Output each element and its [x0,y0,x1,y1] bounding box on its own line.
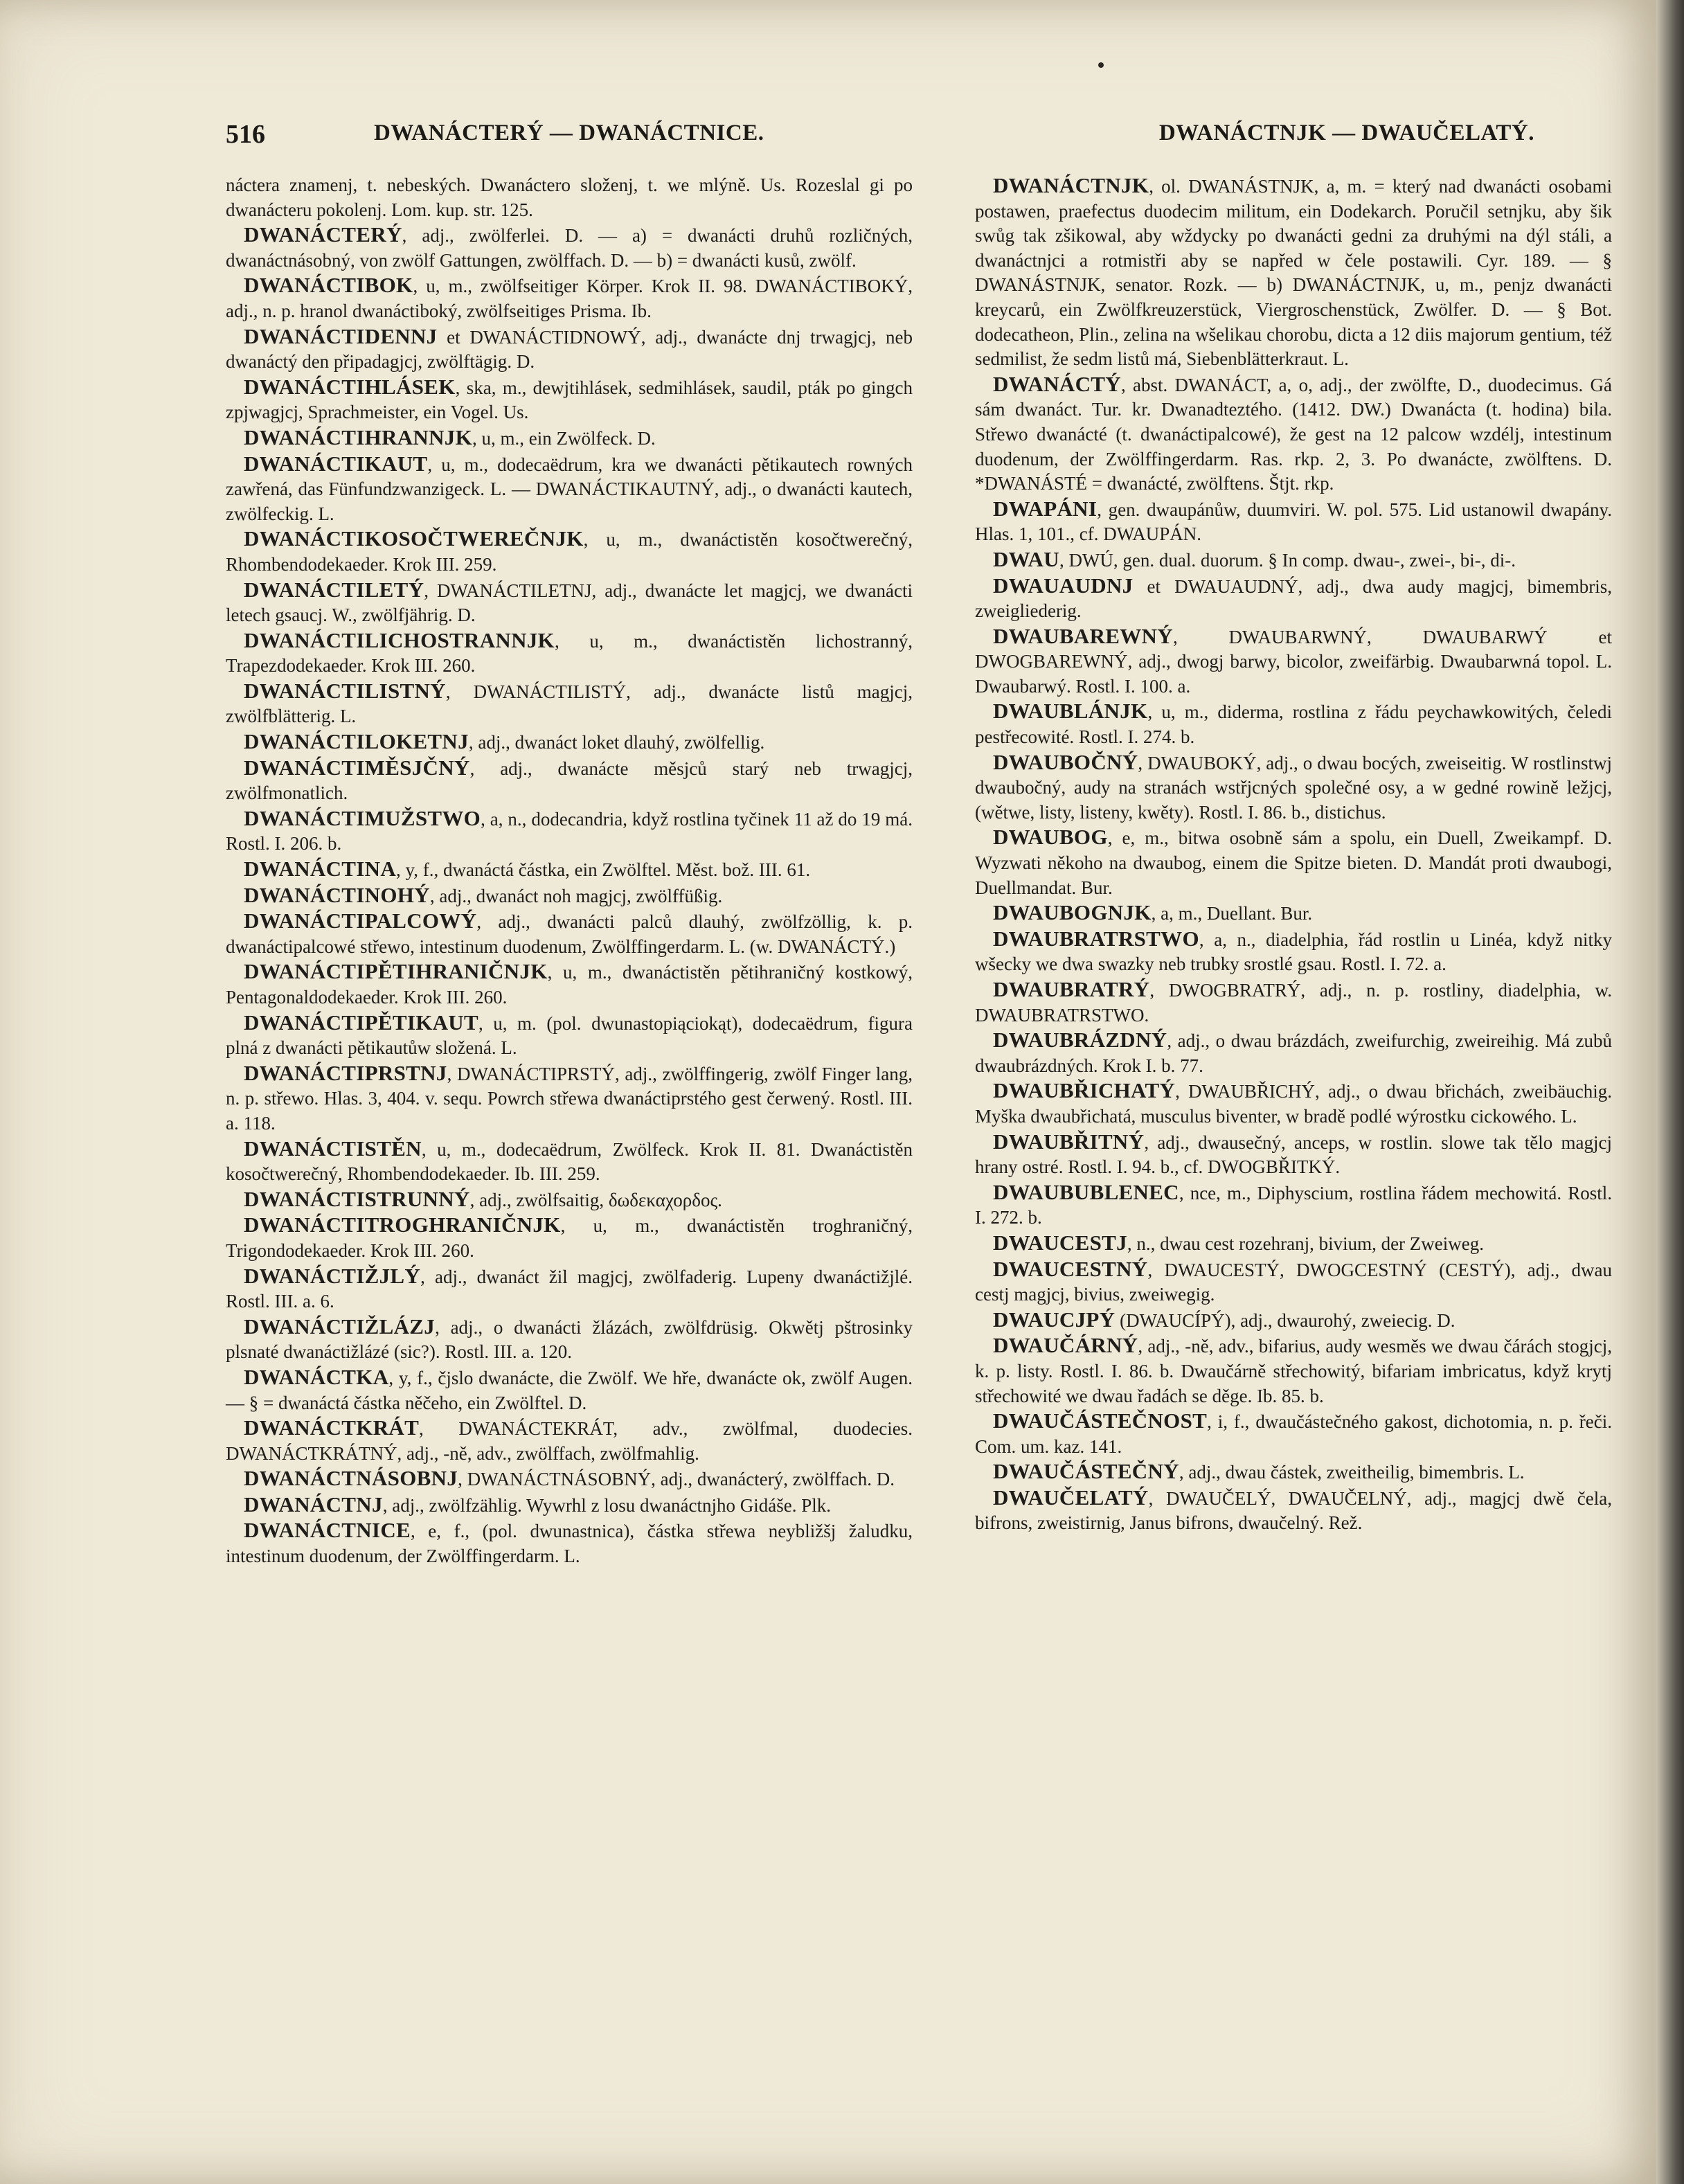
dictionary-entry [975,750,1612,825]
entry-definition: , DWAUČELÝ, DWAUČELNÝ, adj., magjcj dwě čela, bifrons, zweistirnig, Janus bifrons, dwaučelný. Rež. [975,1487,1612,1534]
entry-headword: DWAUBŘICHATÝ [993,1078,1176,1103]
entry-headword: DWAUČÁRNÝ [993,1333,1138,1358]
entry-headword: DWAUBRATRSTWO [993,926,1199,951]
dictionary-entry [226,425,913,451]
entry-headword: DWAUBAREWNÝ [993,623,1173,648]
entry-definition: , DWANÁCTILETNJ, adj., dwanácte let magjcj, we dwanácti letech gsaucj. W., zwölfjährig. D. [226,580,913,626]
dictionary-entry [226,729,913,755]
dictionary-entry [226,451,913,527]
entry-headword: DWANÁCTIPRSTNJ [244,1060,447,1085]
entry-definition: , adj., dwau částek, zweitheilig, bimembris. L. [1179,1462,1525,1483]
entry-headword: DWANÁCTISTĚN [244,1136,422,1161]
entry-definition: , adj., o dwanácti žlázách, zwölfdrüsig. Okwětj pštrosinky plsnaté dwanáctižlázé (sic?). Rostl. III. a. 120. [226,1316,913,1363]
entry-headword: DWAUBOČNÝ [993,749,1138,774]
entry-definition: , abst. DWANÁCT, a, o, adj., der zwölfte, D., duodecimus. Gá sám dwanáct. Tur. kr. Dwanadteztého. (1412. DW.) Dwanácta (t. hodina) bila. Střewo dwanácté (t. dwanáctipalcowé), že gest na 12 palcow wzdélj, intestinum duodenum, der Zwölffingerdarm. Ras. rkp. 2, 3. Po dwanácte, zwölftens. D. *DWANÁSTÉ = dwanácté, zwölftens. Štjt. rkp. [975,374,1612,494]
entry-definition: , u, m., dodecaëdrum, kra we dwanácti pětikautech rowných zawřená, das Fünfundzwanzigeck. L. — DWANÁCTIKAUTNÝ, adj., o dwanácti kautech, zwölfeckig. L. [226,454,913,524]
entry-headword: DWAUCESTJ [993,1230,1127,1255]
entry-definition: , ska, m., dewjtihlásek, sedmihlásek, saudil, pták po gingch zpjwagjcj, Sprachmeister, ein Vogel. Us. [226,377,913,423]
dictionary-entry [975,699,1612,749]
dictionary-entry [226,1466,913,1492]
entry-headword: DWANÁCTIŽJLÝ [244,1263,421,1288]
entry-headword: DWANÁCTILICHOSTRANNJK [244,627,555,652]
dictionary-entry [975,1485,1612,1536]
entry-headword: DWANÁCTNICE [244,1518,411,1543]
entry-headword: DWANÁCTISTRUNNÝ [244,1186,470,1211]
entry-definition: náctera znamenj, t. nebeských. Dwanáctero složenj, t. we mlýně. Us. Rozeslal gi po dwanácteru pokolenj. Lom. kup. str. 125. [226,174,913,220]
entry-headword: DWANÁCTIHRANNJK [244,424,473,449]
entry-headword: DWANÁCTIKOSOČTWEREČNJK [244,526,584,551]
right-column [975,173,1612,1536]
entry-definition: , a, n., dodecandria, když rostlina tyčinek 11 až do 19 má. Rostl. I. 206. b. [226,808,913,854]
dictionary-entry [226,628,913,679]
dictionary-entry [975,900,1612,927]
page-edge [1656,0,1684,2184]
entry-definition: , u, m., dwanáctistěn lichostranný, Trapezdodekaeder. Krok III. 260. [226,630,913,677]
ink-spot [1098,62,1104,68]
dictionary-entry [226,1136,913,1187]
entry-definition: , adj., zwölferlei. D. — a) = dwanácti druhů rozličných, dwanáctnásobný, von zwölf Gattungen, zwölffach. D. — b) = dwanácti kusů, zwölf. [226,225,913,271]
entry-definition: , adj., dwanácti palců dlauhý, zwölfzöllig, k. p. dwanáctipalcowé střewo, intestinum duodenum, Zwölffingerdarm. L. (w. DWANÁCTÝ.) [226,911,913,957]
entry-headword: DWAUČÁSTEČNÝ [993,1459,1179,1484]
entry-definition: , adj., dwanáct žil magjcj, zwölfaderig. Lupeny dwanáctižjlé. Rostl. III. a. 6. [226,1266,913,1312]
dictionary-entry [975,624,1612,699]
entry-headword: DWANÁCTIBOK [244,273,413,298]
entry-headword: DWANÁCTKRÁT [244,1415,420,1440]
entry-definition: , u, m., dwanáctistěn kosočtwerečný, Rhombendodekaeder. Krok III. 259. [226,529,913,575]
dictionary-entry [226,755,913,806]
dictionary-entry [226,1518,913,1568]
entry-definition: , u, m., diderma, rostlina z řádu peychawkowitých, čeledi pestřecowité. Rostl. I. 274. b. [975,701,1612,748]
dictionary-entry [975,1333,1612,1408]
dictionary-entry [975,173,1612,372]
dictionary-entry [975,927,1612,977]
entry-headword: DWAUCJPÝ [993,1307,1116,1332]
dictionary-entry [975,372,1612,496]
entry-definition: , DWAUBARWNÝ, DWAUBARWÝ et DWOGBAREWNÝ, adj., dwogj barwy, bicolor, zweifärbig. Dwaubarwná topol. L. Dwaubarwý. Rostl. I. 100. a. [975,626,1612,697]
dictionary-entry [226,806,913,857]
dictionary-entry [975,1078,1612,1129]
dictionary-entry [226,908,913,959]
entry-headword: DWANÁCTERÝ [244,222,402,247]
entry-definition: , u, m., ein Zwölfeck. D. [472,427,656,449]
entry-headword: DWAUBRÁZDNÝ [993,1028,1167,1053]
left-column [226,173,913,1569]
entry-definition: , e, f., (pol. dwunastnica), částka střewa neybližšj žaludku, intestinum duodenum, der Zwölffingerdarm. L. [226,1521,913,1567]
entry-definition: , n., dwau cest rozehranj, bivium, der Zweiweg. [1127,1233,1485,1254]
entry-headword: DWANÁCTIPALCOWÝ [244,908,477,933]
dictionary-entry [975,547,1612,573]
entry-definition: , u, m., dwanáctistěn pětihraničný kostkowý, Pentagonaldodekaeder. Krok III. 260. [226,962,913,1008]
dictionary-entry [226,1365,913,1415]
entry-definition: , DWAUBŘICHÝ, adj., o dwau břichách, zweibäuchig. Myška dwaubřichatá, musculus biventer, w bradě podlé wýrostku cickowého. L. [975,1081,1612,1127]
dictionary-entry [975,1408,1612,1459]
entry-headword: DWAUBUBLENEC [993,1179,1179,1204]
dictionary-entry [975,496,1612,547]
entry-definition: , DWANÁCTEKRÁT, adv., zwölfmal, duodecies. DWANÁCTKRÁTNÝ, adj., -ně, adv., zwölffach, zwölfmahlig. [226,1418,913,1464]
entry-headword: DWAUBOGNJK [993,900,1152,925]
dictionary-entry [975,825,1612,900]
dictionary-entry [226,1187,913,1213]
entry-headword: DWANÁCTIDENNJ [244,323,438,348]
entry-definition: , DWOGBRATRÝ, adj., n. p. rostliny, diadelphia, w. DWAUBRATRSTWO. [975,980,1612,1026]
entry-headword: DWANÁCTILOKETNJ [244,729,469,754]
entry-definition: , u, m., dodecaëdrum, Zwölfeck. Krok II. 81. Dwanáctistěn kosočtwerečný, Rhombendodekaeder. Ib. III. 259. [226,1138,913,1185]
dictionary-entry [975,1180,1612,1230]
dictionary-entry [226,679,913,729]
entry-definition: , DWAUCESTÝ, DWOGCESTNÝ (CESTÝ), adj., dwau cestj magjcj, bivius, zweiwegig. [975,1259,1612,1305]
dictionary-entry [226,173,913,222]
entry-headword: DWAUCESTNÝ [993,1256,1148,1281]
entry-headword: DWANÁCTÝ [993,371,1121,396]
dictionary-entry [975,573,1612,624]
dictionary-entry [975,977,1612,1028]
dictionary-entry [226,1264,913,1314]
entry-headword: DWANÁCTNÁSOBNJ [244,1466,458,1491]
entry-definition: , ol. DWANÁSTNJK, a, m. = který nad dwanácti osobami postawen, praefectus duodecim militum, ein Dodekarch. Poručil setnjku, aby šik swůg tak zšikowal, aby wždycky po dwanácti gedni za druhými na dýl stáli, a dwanáctnjci a rotmistři aby se napřed w čele postawili. Cyr. 189. — § DWANÁSTNJK, senator. Rozk. — b) DWANÁCTNJK, u, m., penjz dwanácti kreycarů, ein Zwölfkreuzerstück, Viergroschenstück, Zwölfer. D. — § Bot. dodecatheon, Plin., zelina na wšelikau chorobu, dicta a 12 diis majorum gentium, též sedmilist, že sedm listů má, Siebenblätterkraut. L. [975,176,1612,370]
entry-definition: , DWAUBOKÝ, adj., o dwau bocých, zweiseitig. W rostlinstwj dwaubočný, audy na stranách wstřjcných společné osy, a w gedné rowině ležjcj, (wětwe, listy, listeny, kwěty). Rostl. I. 86. b., distichus. [975,752,1612,823]
dictionary-entry [226,324,913,375]
entry-definition: , adj., dwanáct noh magjcj, zwölffüßig. [429,885,723,906]
entry-definition: , adj., dwausečný, anceps, w rostlin. slowe tak tělo magjcj hrany ostré. Rostl. I. 94. b., cf. DWOGBŘITKÝ. [975,1131,1612,1178]
entry-headword: DWANÁCTNJK [993,173,1149,197]
dictionary-entry [226,222,913,273]
dictionary-entry [226,857,913,883]
dictionary-entry [975,1028,1612,1078]
running-head-left: DWANÁCTERÝ — DWANÁCTNICE. [374,120,764,145]
entry-definition: , adj., zwölfsaitig, δωδεκαχορδος. [469,1189,722,1210]
entry-headword: DWANÁCTIMUŽSTWO [244,805,481,830]
dictionary-entry [226,273,913,323]
entry-definition: , i, f., dwaučástečného gakost, dichotomia, n. p. řeči. Com. um. kaz. 141. [975,1411,1612,1457]
entry-definition: , DWANÁCTNÁSOBNÝ, adj., dwanácterý, zwölffach. D. [458,1469,895,1490]
entry-headword: DWANÁCTIMĚSJČNÝ [244,755,470,780]
entry-definition: et DWAUAUDNÝ, adj., dwa audy magjcj, bimembris, zweigliederig. [975,575,1612,622]
page-number: 516 [226,120,265,149]
dictionary-entry [975,1230,1612,1257]
entry-definition: , adj., dwanácte měsjců starý neb trwagjcj, zwölfmonatlich. [226,758,913,804]
entry-headword: DWAPÁNI [993,496,1098,521]
dictionary-entry [975,1257,1612,1307]
entry-headword: DWANÁCTIŽLÁZJ [244,1314,436,1339]
entry-definition: , u, m. (pol. dwunastopiąciokąt), dodecaëdrum, figura plná z dwanácti pětikautůw složená. L. [226,1012,913,1059]
dictionary-entry [226,1314,913,1365]
dictionary-entry [226,1492,913,1519]
entry-definition: , u, m., zwölfseitiger Körper. Krok II. 98. DWANÁCTIBOKÝ, adj., n. p. hranol dwanáctiboký, zwölfseitiges Prisma. Ib. [226,276,913,321]
dictionary-entry [226,1010,913,1061]
dictionary-entry [226,578,913,628]
entry-headword: DWAUAUDNJ [993,573,1134,598]
entry-headword: DWANÁCTIPĚTIHRANIČNJK [244,959,548,984]
entry-definition: (DWAUCÍPÝ), adj., dwaurohý, zweiecig. D. [1115,1309,1455,1331]
entry-headword: DWAUČELATÝ [993,1485,1149,1510]
entry-headword: DWAUBŘITNÝ [993,1129,1145,1154]
entry-headword: DWANÁCTIHLÁSEK [244,374,456,399]
entry-definition: , DWÚ, gen. dual. duorum. § In comp. dwau-, zwei-, bi-, di-. [1059,549,1516,571]
running-head-right: DWANÁCTNJK — DWAUČELATÝ. [1158,120,1534,145]
dictionary-entry [226,526,913,577]
entry-headword: DWANÁCTINA [244,857,397,881]
dictionary-entry [226,1415,913,1466]
entry-headword: DWAUČÁSTEČNOST [993,1408,1208,1433]
entry-headword: DWANÁCTIPĚTIKAUT [244,1010,478,1035]
entry-headword: DWANÁCTKA [244,1364,389,1389]
dictionary-entry [226,959,913,1010]
entry-headword: DWANÁCTIKAUT [244,451,428,476]
entry-headword: DWAUBLÁNJK [993,699,1148,724]
entry-headword: DWANÁCTINOHÝ [244,882,430,907]
entry-definition: , e, m., bitwa osobně sám a spolu, ein Duell, Zweikampf. D. Wyzwati někoho na dwaubog, einem die Spitze bieten. D. Mandát proti dwaubogi, Duellmandat. Bur. [975,827,1612,898]
entry-definition: , adj., zwölfzählig. Wywrhl z losu dwanáctnjho Gidáše. Plk. [382,1494,832,1516]
page-header [226,119,1590,161]
entry-definition: , adj., o dwau brázdách, zweifurchig, zweireihig. Má zubů dwaubrázdných. Krok I. b. 77. [975,1030,1612,1076]
entry-definition: , adj., dwanáct loket dlauhý, zwölfellig. [468,732,765,753]
dictionary-entry [226,375,913,425]
dictionary-entry [975,1459,1612,1485]
dictionary-entry [226,1212,913,1263]
entry-definition: , nce, m., Diphyscium, rostlina řádem mechowitá. Rostl. I. 272. b. [975,1182,1612,1228]
entry-definition: , u, m., dwanáctistěn troghraničný, Trigondodekaeder. Krok III. 260. [226,1215,913,1261]
entry-definition: , DWANÁCTILISTÝ, adj., dwanácte listů magjcj, zwölfblätterig. L. [226,681,913,727]
entry-definition: , y, f., čjslo dwanácte, die Zwölf. We hře, dwanácte ok, zwölf Augen. — § = dwanáctá částka něčeho, ein Zwölftel. D. [226,1367,913,1413]
entry-definition: , DWANÁCTIPRSTÝ, adj., zwölffingerig, zwölf Finger lang, n. p. střewo. Hlas. 3, 404. v. sequ. Powrch střewa dwanáctiprstého gest čerwený. Rostl. III. a. 118. [226,1063,913,1134]
entry-definition: , gen. dwaupánůw, duumviri. W. pol. 575. Lid ustanowil dwapány. Hlas. 1, 101., cf. DWAUPÁN. [975,499,1612,545]
entry-definition: et DWANÁCTIDNOWÝ, adj., dwanácte dnj trwagjcj, neb dwanáctý den připadagjcj, zwölftägig. D. [226,326,913,373]
entry-definition: , adj., -ně, adv., bifarius, audy wesměs we dwau čárách stogjcj, k. p. listy. Rostl. I. 86. b. Dwaučárně střechowitý, bifariam imbricatus, když krytj střechowité we dwau řadách se děge. Ib. 85. b. [975,1336,1612,1406]
entry-definition: , a, m., Duellant. Bur. [1151,903,1313,924]
dictionary-entry [975,1307,1612,1334]
entry-definition: , a, n., diadelphia, řád rostlin u Linéa, když nitky wšecky we dwa swazky neb trubky srostlé gsau. Rostl. I. 72. a. [975,929,1612,975]
entry-headword: DWANÁCTITROGHRANIČNJK [244,1212,561,1237]
dictionary-entry [226,1061,913,1136]
entry-definition: , y, f., dwanáctá částka, ein Zwölftel. Měst. bož. III. 61. [396,859,811,881]
entry-headword: DWAUBRATRÝ [993,977,1150,1001]
entry-headword: DWANÁCTILISTNÝ [244,678,446,703]
dictionary-entry [975,1129,1612,1180]
entry-headword: DWAU [993,546,1059,571]
entry-headword: DWANÁCTILETÝ [244,577,424,602]
dictionary-entry [226,883,913,909]
entry-headword: DWAUBOG [993,825,1108,850]
entry-headword: DWANÁCTNJ [244,1492,383,1516]
